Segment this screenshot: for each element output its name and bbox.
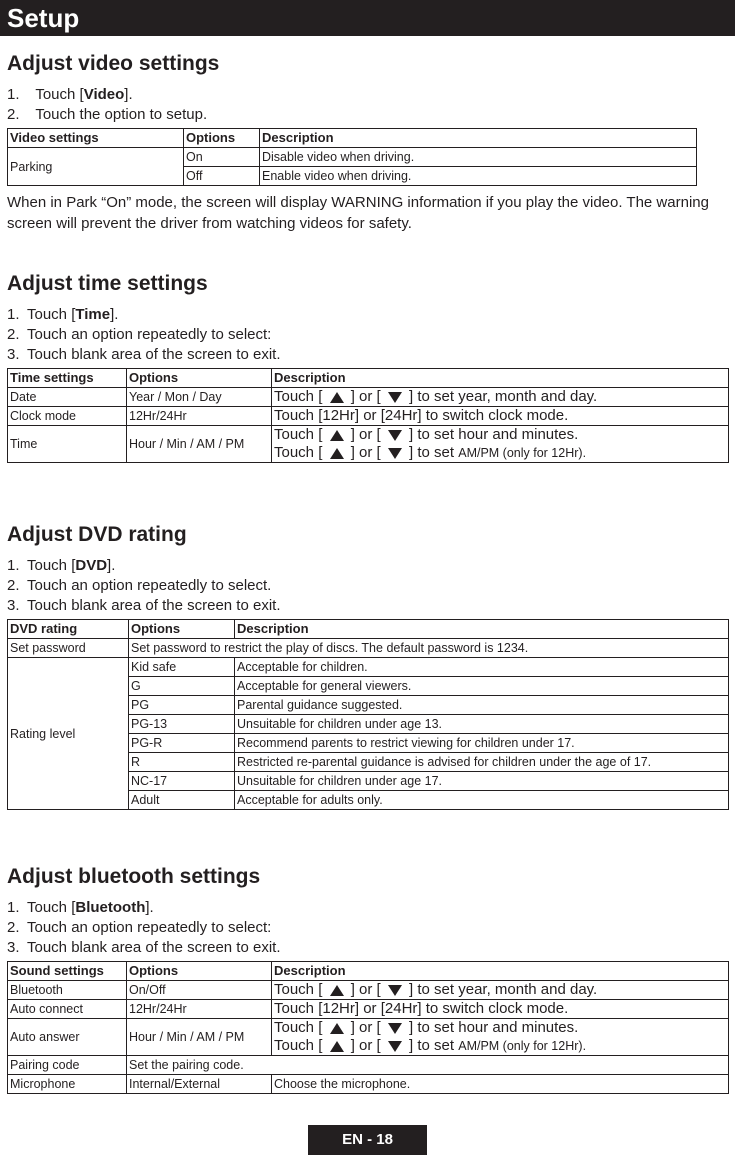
bluetooth-step-2: 2. Touch an option repeatedly to select: [7,919,272,936]
table-row: Adult Acceptable for adults only. [8,791,729,810]
bluetooth-table [7,961,729,1094]
triangle-down-icon [388,430,402,441]
dvd-step-1: 1. Touch [ DVD ]. [7,557,116,574]
table-row: Rating level Kid safe Acceptable for children. [8,658,729,677]
video-table [7,128,697,186]
triangle-up-icon [330,1041,344,1052]
triangle-up-icon [330,392,344,403]
triangle-down-icon [388,392,402,403]
header-bar [0,0,735,36]
table-row: Microphone Internal/External Choose the microphone. [8,1075,729,1094]
dvd-step-2: 2. Touch an option repeatedly to select. [7,577,272,594]
video-steps [7,85,729,125]
triangle-down-icon [388,1041,402,1052]
bluetooth-step-1: 1. Touch [ Bluetooth ]. [7,899,154,916]
time-step-1: 1. Touch [ Time ]. [7,306,119,323]
table-row: Auto connect 12Hr/24Hr Touch [12Hr] or [24Hr] to switch clock mode. [8,1000,729,1019]
triangle-down-icon [388,1023,402,1034]
dvd-heading: Adjust DVD rating [7,523,187,546]
table-row: G Acceptable for general viewers. [8,677,729,696]
triangle-up-icon [330,430,344,441]
time-step-3: 3. Touch blank area of the screen to exit. [7,346,281,363]
video-heading: Adjust video settings [7,52,220,75]
page-title: Setup [7,3,80,33]
table-row: R Restricted re-parental guidance is advised for children under the age of 17. [8,753,729,772]
time-heading: Adjust time settings [7,272,208,295]
dvd-section [7,522,729,810]
table-row: PG-R Recommend parents to restrict viewing for children under 17. [8,734,729,753]
table-row: Bluetooth On/Off Touch [ ] or [ ] to set year, month and day. [8,981,729,1000]
triangle-up-icon [330,985,344,996]
dvd-table [7,619,729,810]
bluetooth-heading: Adjust bluetooth settings [7,865,261,888]
table-row: Date Year / Mon / Day Touch [ ] or [ ] to set year, month and day. [8,388,729,407]
table-row: Pairing code Set the pairing code. [8,1056,729,1075]
video-note: When in Park “On” mode, the screen will display WARNING information if you play the video. The warning screen will prevent the driver from watching videos for safety. [7,194,709,232]
video-step-2: 2. Touch the option to setup. [7,106,208,123]
time-section [7,271,729,463]
table-row: Parking On Disable video when driving. [8,148,697,167]
time-steps [7,305,729,365]
table-row: NC-17 Unsuitable for children under age 17. [8,772,729,791]
table-row: Set password Set password to restrict the play of discs. The default password is 1234. [8,639,729,658]
dvd-steps [7,556,729,616]
bluetooth-steps [7,898,729,958]
dvd-step-3: 3. Touch blank area of the screen to exit. [7,597,281,614]
table-row: Clock mode 12Hr/24Hr Touch [12Hr] or [24Hr] to switch clock mode. [8,407,729,426]
table-row: Time Hour / Min / AM / PM Touch [ ] or [ ] to set hour and minutes. Touch [ ] or [ ] to set AM/PM (only for 12Hr). [8,426,729,463]
video-setting-parking: Parking [8,148,184,186]
triangle-up-icon [330,448,344,459]
bluetooth-step-3: 3. Touch blank area of the screen to exit. [7,939,281,956]
table-header-row: Sound settings Options Description [8,962,729,981]
triangle-down-icon [388,985,402,996]
page-number-badge: EN - 18 [308,1125,427,1155]
table-row: PG-13 Unsuitable for children under age 13. [8,715,729,734]
dvd-rating-level: Rating level [8,658,129,810]
table-row: PG Parental guidance suggested. [8,696,729,715]
video-section [7,51,729,234]
video-step-1: 1. Touch [ Video ]. [7,86,133,103]
bluetooth-section [7,864,729,1094]
table-row: Auto answer Hour / Min / AM / PM Touch [ ] or [ ] to set hour and minutes. Touch [ ] or [ ] to set AM/PM (only for 12Hr). [8,1019,729,1056]
triangle-down-icon [388,448,402,459]
table-header-row: Video settings Options Description [8,129,697,148]
table-row: Off Enable video when driving. [8,167,697,186]
table-header-row: Time settings Options Description [8,369,729,388]
triangle-up-icon [330,1023,344,1034]
time-step-2: 2. Touch an option repeatedly to select: [7,326,272,343]
time-table [7,368,729,463]
table-header-row: DVD rating Options Description [8,620,729,639]
